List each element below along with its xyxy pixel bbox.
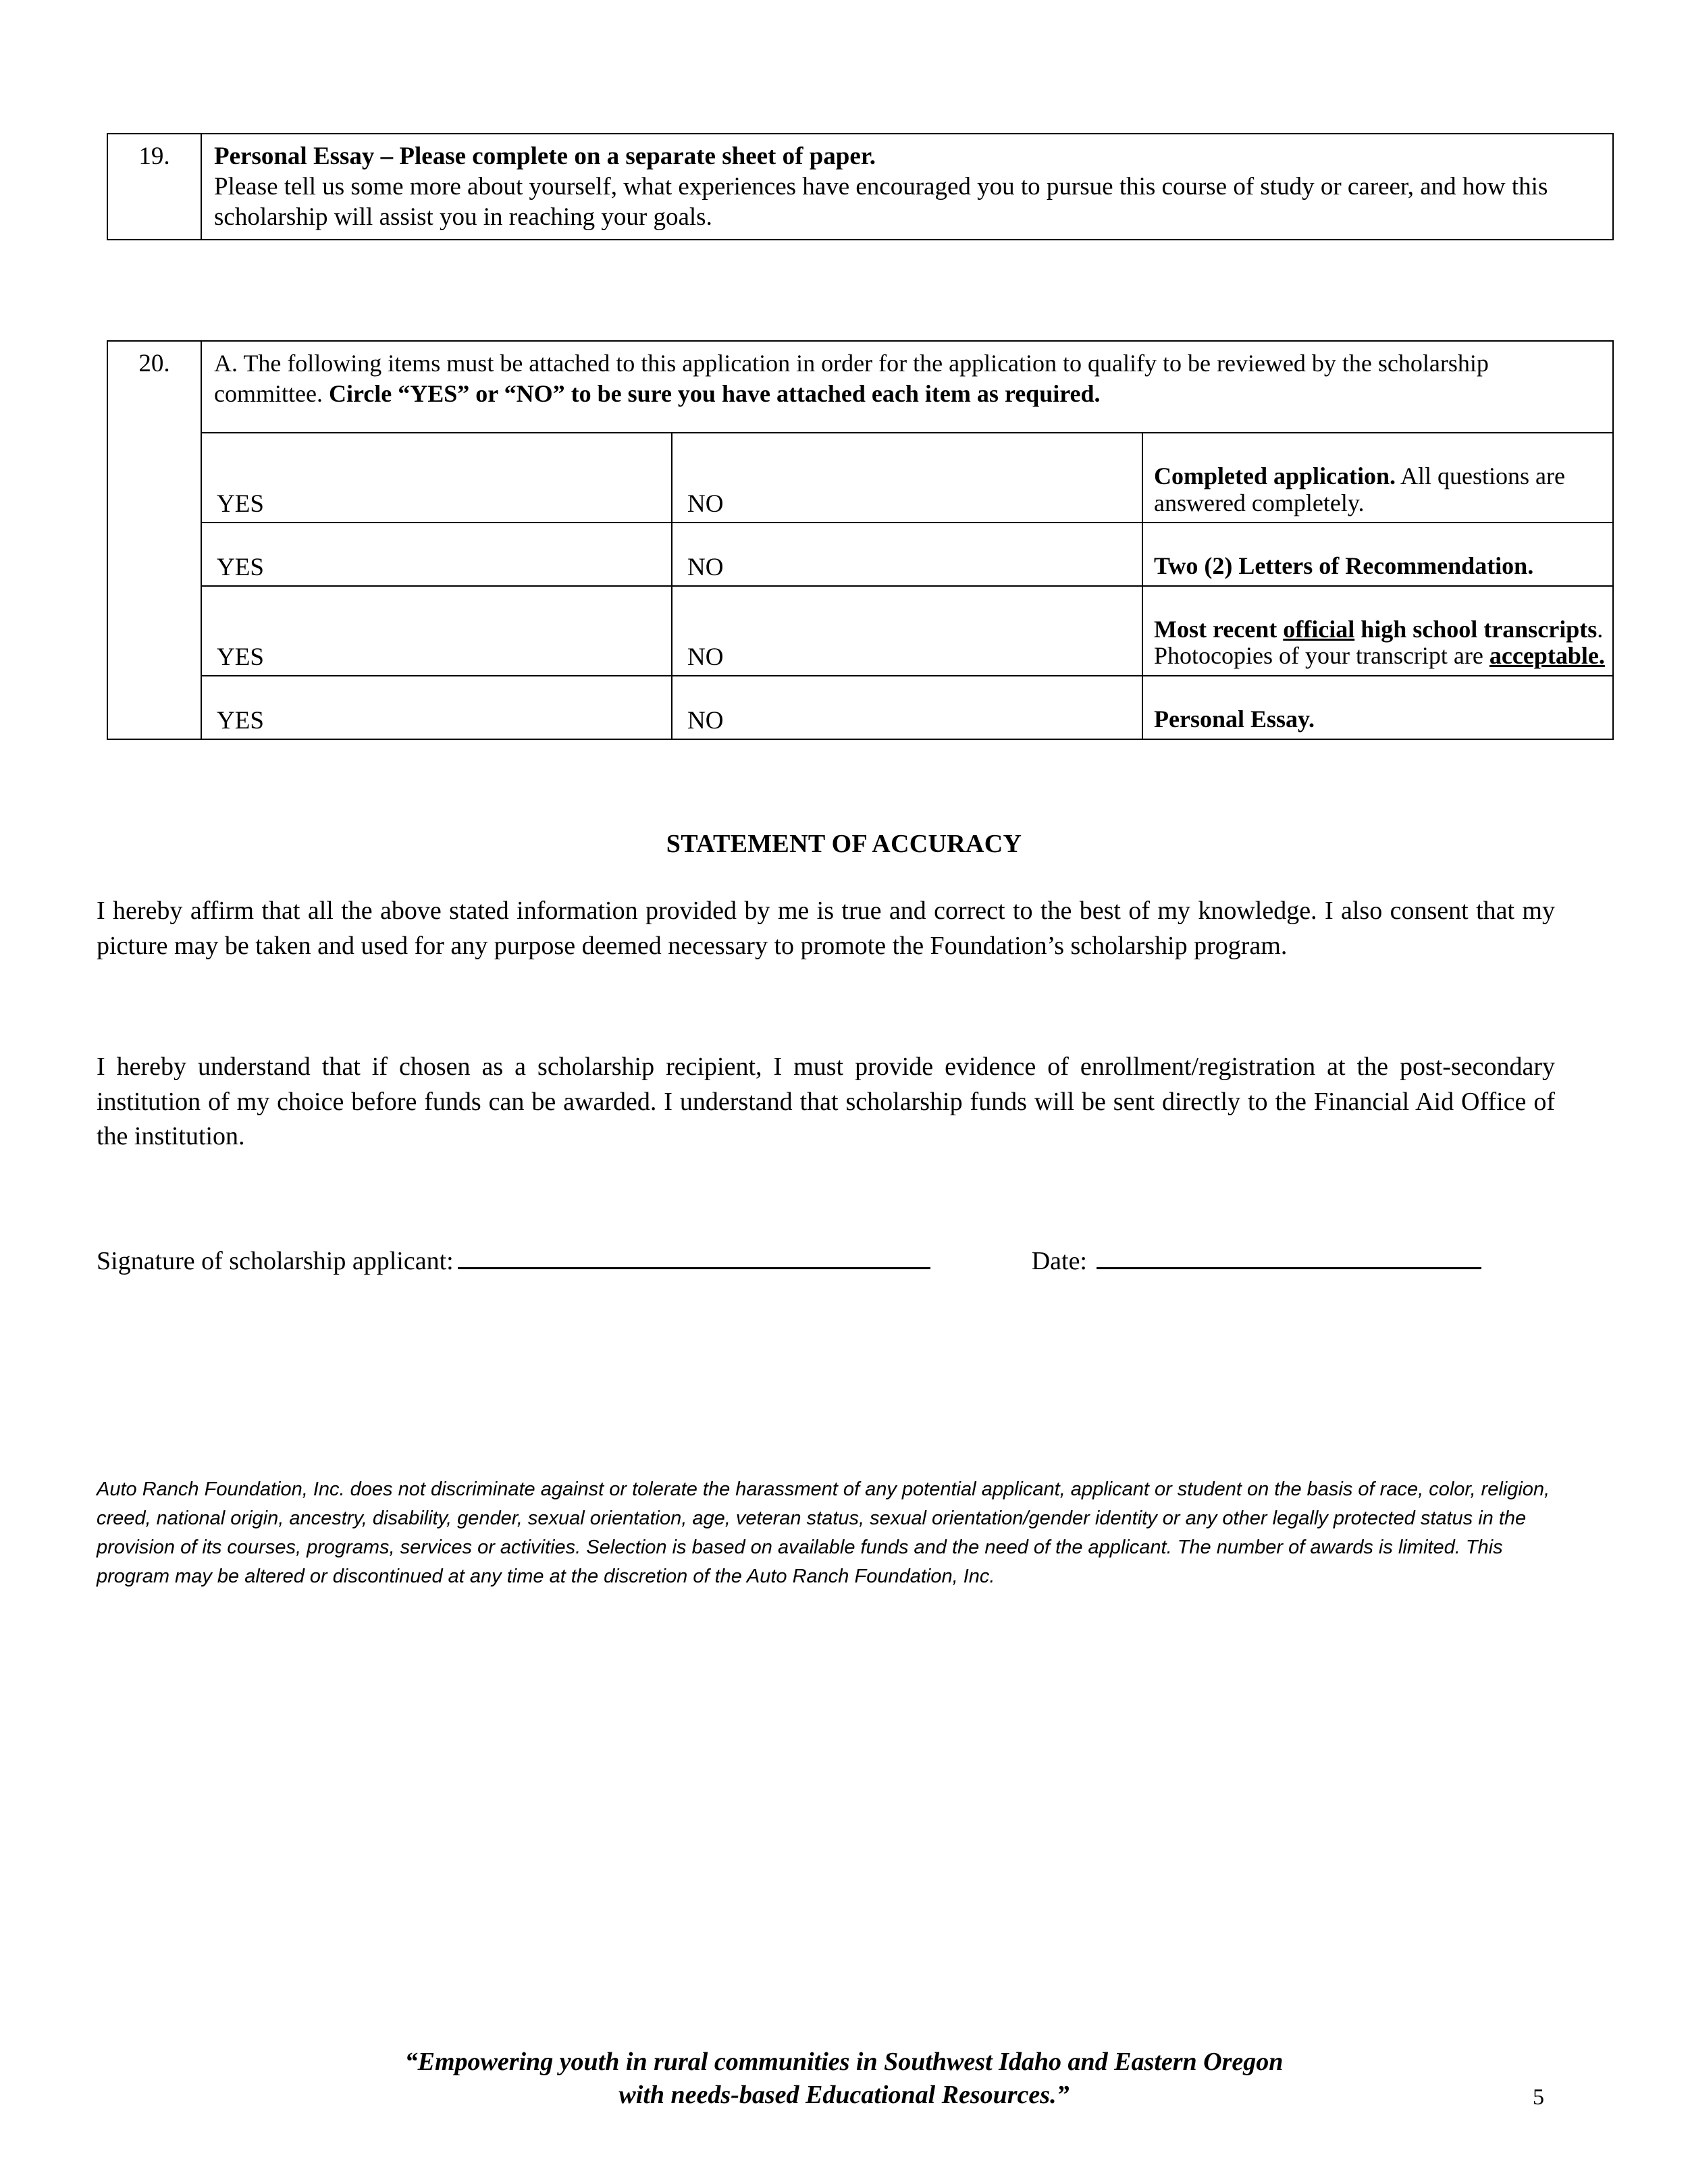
date-label: Date: xyxy=(1031,1247,1087,1275)
item-20-table xyxy=(107,340,1614,740)
checklist-yes-option-2[interactable]: YES xyxy=(201,523,672,586)
checklist-description-1-plain: All questions are answered completely. xyxy=(1154,462,1565,516)
checklist-description-3-bold: Most recent xyxy=(1154,615,1284,643)
checklist-description-1-bold: Completed application. xyxy=(1154,462,1396,489)
checklist-description-4-bold: Personal Essay. xyxy=(1154,705,1315,733)
item-20-number-cell xyxy=(107,341,201,739)
item-19-number: 19. xyxy=(138,142,170,170)
checklist-description-4 xyxy=(1142,676,1613,739)
date-input[interactable] xyxy=(1097,1244,1481,1269)
checklist-no-option-1[interactable]: NO xyxy=(672,433,1142,523)
item-20-intro-cell xyxy=(201,341,1613,433)
signature-input[interactable] xyxy=(458,1244,930,1269)
footer-tagline-line-1: “Empowering youth in rural communities in Southwest Idaho and Eastern Oregon xyxy=(404,2048,1284,2076)
checklist-description-2 xyxy=(1142,523,1613,586)
item-20-intro-plain: A. The following items must be attached to this application in order for the application to qualify to be reviewed by the scholarship committee. xyxy=(214,350,1489,407)
checklist-no-option-3[interactable]: NO xyxy=(672,586,1142,676)
checklist-description-3-official: official xyxy=(1283,615,1355,643)
signature-label: Signature of scholarship applicant: xyxy=(97,1247,454,1275)
table-row xyxy=(107,134,1613,240)
item-20-number: 20. xyxy=(138,350,170,377)
checklist-description-3 xyxy=(1142,586,1613,676)
non-discrimination-disclaimer: Auto Ranch Foundation, Inc. does not discriminate against or tolerate the harassment of any potential applicant, applicant or student on the basis of race, color, religion, creed, national origin, ancestry, disability, gender, sexual orientation, age, veteran status, sexual orientation/gender identity or any other legally protected status in the provision of its courses, programs, services or activities. Selection is based on available funds and the need of the applicant. The number of awards is limited. This program may be altered or discontinued at any time at the discretion of the Auto Ranch Foundation, Inc. xyxy=(97,1479,1550,1587)
item-19-heading: Personal Essay – Please complete on a separate sheet of paper. xyxy=(214,142,876,170)
checklist-description-1 xyxy=(1142,433,1613,523)
checklist-yes-option-1[interactable]: YES xyxy=(201,433,672,523)
item-19-table xyxy=(107,133,1614,240)
checklist-row xyxy=(107,586,1613,676)
statement-paragraph-2: I hereby understand that if chosen as a scholarship recipient, I must provide evidence of enrollment/registration at the post-secondary institution of my choice before funds can be awarded. I understand that scholarship funds will be sent directly to the Financial Aid Office of the institution. xyxy=(97,1053,1555,1151)
checklist-row xyxy=(107,433,1613,523)
checklist-row xyxy=(107,676,1613,739)
checklist-yes-option-3[interactable]: YES xyxy=(201,586,672,676)
checklist-yes-option-4[interactable]: YES xyxy=(201,676,672,739)
checklist-no-option-2[interactable]: NO xyxy=(672,523,1142,586)
item-19-body: Please tell us some more about yourself, what experiences have encouraged you to pursue this course of study or career, and how this scholarship will assist you in reaching your goals. xyxy=(214,173,1548,232)
item-20-intro-row xyxy=(107,341,1613,433)
checklist-description-3-bold-mid: high school transcripts xyxy=(1354,615,1598,643)
checklist-no-option-4[interactable]: NO xyxy=(672,676,1142,739)
footer-tagline-line-2: with needs-based Educational Resources.” xyxy=(618,2080,1070,2109)
checklist-description-2-bold: Two (2) Letters of Recommendation. xyxy=(1154,552,1534,580)
checklist-description-3-acceptable: acceptable. xyxy=(1489,642,1605,670)
statement-of-accuracy-heading: STATEMENT OF ACCURACY xyxy=(666,830,1022,858)
item-19-number-cell xyxy=(107,134,201,240)
checklist-description-3-plain: . Photocopies of your transcript are xyxy=(1154,615,1604,670)
signature-row xyxy=(97,1244,1582,1276)
page-number: 5 xyxy=(1533,2085,1544,2110)
item-20-intro-bold: Circle “YES” or “NO” to be sure you have attached each item as required. xyxy=(328,380,1101,407)
item-19-content-cell xyxy=(201,134,1613,240)
statement-paragraph-1: I hereby affirm that all the above stated information provided by me is true and correct to the best of my knowledge. I also consent that my picture may be taken and used for any purpose deemed necessary to promote the Foundation’s scholarship program. xyxy=(97,897,1555,960)
checklist-row xyxy=(107,523,1613,586)
footer-tagline xyxy=(0,2046,1688,2111)
